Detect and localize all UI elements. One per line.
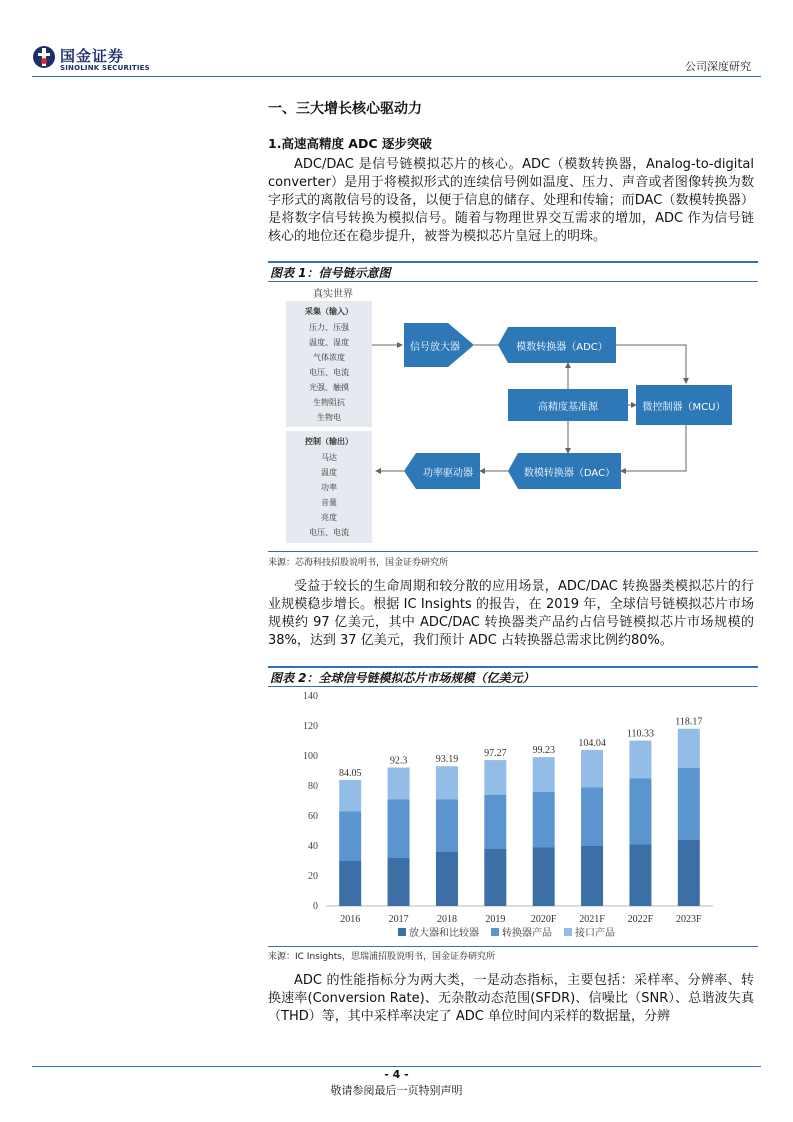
bar-segment [388, 768, 410, 800]
y-tick-label: 80 [308, 781, 318, 792]
amplifier-label: 信号放大器 [410, 341, 460, 353]
figure2-title: 图表 2：全球信号链模拟芯片市场规模（亿美元） [270, 671, 535, 685]
section-heading: 一、三大增长核心驱动力 [268, 101, 422, 117]
paragraph-2-text: 受益于较长的生命周期和较分散的应用场景，ADC/DAC 转换器类模拟芯片的行业规模稳步增长。根据 IC Insights 的报告，在 2019 年，全球信号链模拟芯片市场规模约 97 亿美元，其中 ADC/DAC 转换器类产品约占信号链模拟芯片市场规模的 38%，达到 37 亿美元，我们预计 ADC 占转换器总需求比例约80%。 [268, 579, 754, 648]
bar-total-label: 99.23 [532, 745, 555, 757]
output-header: 控制（输出） [305, 437, 353, 446]
bar-segment [581, 788, 603, 847]
figure2-top-rule [268, 666, 758, 668]
signal-chain-diagram [268, 285, 758, 548]
y-tick-label: 40 [308, 841, 318, 852]
bar-segment [484, 760, 506, 795]
bar-segment [629, 845, 651, 907]
bar-segment [678, 729, 700, 768]
mcu-label: 微控制器（MCU） [636, 385, 732, 425]
bar-segment [436, 800, 458, 853]
bar-total-label: 93.19 [435, 754, 459, 766]
bar-total-label: 84.05 [338, 767, 362, 779]
bar-segment [629, 779, 651, 845]
figure1-title: 图表 1：信号链示意图 [270, 266, 391, 280]
y-tick-label: 0 [313, 901, 318, 912]
legend-label: 放大器和比较器 [409, 928, 479, 939]
bar-segment [388, 858, 410, 906]
output-item: 音量 [321, 498, 337, 507]
bar-total-label: 110.33 [626, 728, 655, 740]
bar-total-label: 118.17 [675, 716, 703, 728]
y-tick-label: 20 [308, 871, 318, 882]
legend-label: 转换器产品 [502, 928, 552, 939]
paragraph-3 [268, 972, 754, 1026]
legend-swatch [398, 928, 406, 936]
figure2-bottom-rule [268, 946, 758, 947]
output-item: 亮度 [321, 513, 337, 522]
figure2-title-rule [268, 686, 758, 687]
market-size-chart [268, 688, 758, 946]
legend-swatch [491, 928, 499, 936]
driver-label: 功率驱动器 [423, 467, 473, 479]
bar-total-label: 104.04 [578, 737, 606, 749]
x-tick-label: 2017 [388, 914, 409, 925]
legend-label: 接口产品 [575, 928, 615, 939]
x-tick-label: 2019 [485, 914, 506, 925]
bar-segment [581, 846, 603, 906]
figure1-title-rule [268, 281, 758, 282]
bar-segment [629, 741, 651, 779]
output-item: 温度 [321, 468, 337, 477]
real-world-label: 真实世界 [313, 289, 353, 300]
y-tick-label: 100 [303, 751, 318, 762]
input-item: 生物电 [317, 413, 341, 422]
y-tick-label: 60 [308, 811, 318, 822]
input-item: 光强、触摸 [309, 383, 349, 392]
paragraph-2 [268, 578, 754, 650]
reference-label: 高精度基准源 [508, 389, 628, 421]
input-item: 电压、电流 [309, 368, 349, 377]
figure2-source: 来源：IC Insights，思瑞浦招股说明书，国金证券研究所 [268, 952, 495, 962]
bar-segment [484, 795, 506, 849]
paragraph-1 [268, 156, 754, 246]
x-tick-label: 2018 [436, 914, 457, 925]
bar-total-label: 92.3 [389, 755, 408, 767]
input-header: 采集（输入） [305, 307, 353, 316]
bar-segment [533, 848, 555, 907]
logo-text-cn: 国金证券 [60, 47, 125, 65]
bar-total-label: 97.27 [484, 748, 507, 760]
bar-segment [339, 780, 361, 812]
figure1-source: 来源：芯海科技招股说明书，国金证券研究所 [268, 558, 449, 568]
footer-disclaimer: 敬请参阅最后一页特别声明 [330, 1084, 463, 1097]
input-item: 生物阻抗 [313, 398, 345, 407]
bar-segment [339, 812, 361, 862]
bar-segment [533, 792, 555, 848]
page-number: - 4 - [384, 1068, 409, 1081]
bar-segment [388, 800, 410, 859]
output-item: 功率 [321, 483, 337, 492]
input-item: 压力、压强 [309, 323, 349, 332]
bar-segment [678, 768, 700, 840]
figure1-bottom-rule [268, 551, 758, 552]
bar-segment [533, 757, 555, 792]
report-type: 公司深度研究 [685, 60, 751, 73]
x-tick-label: 2021F [579, 914, 605, 925]
adc-label: 模数转换器（ADC） [516, 341, 608, 353]
logo-text-en: SINOLINK SECURITIES [60, 64, 150, 72]
sinolink-logo-icon [32, 45, 56, 69]
bar-segment [581, 750, 603, 788]
output-item: 马达 [321, 453, 337, 462]
y-tick-label: 140 [303, 691, 318, 702]
bar-segment [484, 849, 506, 906]
x-tick-label: 2020F [530, 914, 557, 925]
bar-segment [436, 852, 458, 906]
footer-divider [32, 1066, 761, 1067]
bar-segment [436, 766, 458, 799]
paragraph-3-text: ADC 的性能指标分为两大类，一是动态指标，主要包括：采样率、分辨率、转换速率(Conversion Rate)、无杂散动态范围(SFDR)、信噪比（SNR）、总谐波失真（THD）等，其中采样率决定了 ADC 单位时间内采样的数据量，分辨 [268, 973, 754, 1024]
figure1-top-rule [268, 261, 758, 263]
input-item: 气体浓度 [313, 353, 345, 362]
subsection-heading: 1.高速高精度 ADC 逐步突破 [268, 136, 432, 151]
output-item: 电压、电流 [309, 528, 349, 537]
legend-swatch [564, 928, 572, 936]
header-divider [32, 76, 761, 77]
input-item: 温度、湿度 [309, 338, 349, 347]
bar-segment [339, 861, 361, 906]
dac-label: 数模转换器（DAC） [523, 467, 616, 479]
y-tick-label: 120 [303, 721, 318, 732]
bar-segment [678, 840, 700, 906]
x-tick-label: 2016 [340, 914, 361, 925]
x-tick-label: 2023F [676, 914, 702, 925]
paragraph-1-text: ADC/DAC 是信号链模拟芯片的核心。ADC（模数转换器，Analog-to-digital converter）是用于将模拟形式的连续信号例如温度、压力、声音或者图像转换为数字形式的离散信号的设备，以便于信息的储存、处理和传输；而DAC（数模转换器）是将数字信号转换为模拟信号。随着与物理世界交互需求的增加，ADC 作为信号链核心的地位还在稳步提升，被誉为模拟芯片皇冠上的明珠。 [268, 157, 754, 244]
x-tick-label: 2022F [627, 914, 654, 925]
